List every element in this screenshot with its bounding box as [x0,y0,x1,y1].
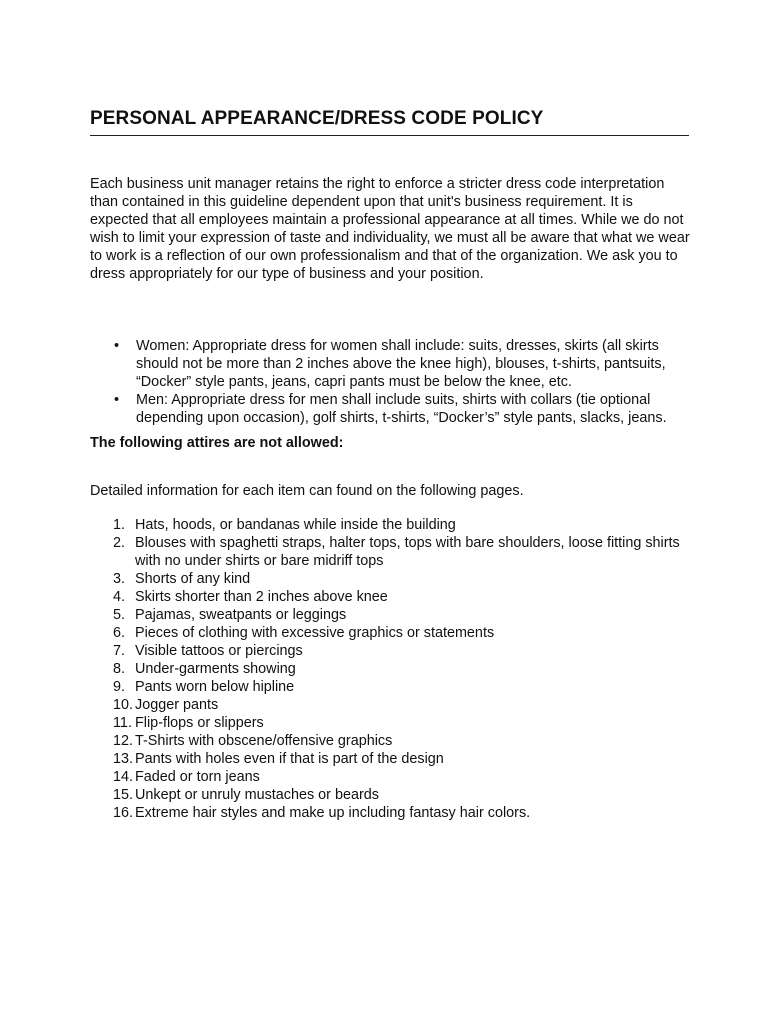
item-number: 8. [113,661,126,677]
item-text: Hats, hoods, or bandanas while inside the building [135,517,456,533]
item-text: Unkept or unruly mustaches or beards [135,787,379,803]
bullet-marker: • [114,392,120,408]
item-text: Blouses with spaghetti straps, halter tops, tops with bare shoulders, loose fitting shirts with no under shirts or bare midriff tops [135,535,680,569]
item-text: Shorts of any kind [135,571,251,587]
item-text: Under-garments showing [135,661,296,677]
section-subtitle: Detailed information for each item can found on the following pages. [90,483,524,499]
item-number: 7. [113,643,126,659]
item-number: 3. [113,571,126,587]
bullet-marker: • [114,338,120,354]
list-item [90,588,690,606]
not-allowed-list [90,516,690,822]
section-heading-not-allowed: The following attires are not allowed: [90,435,344,451]
item-text: Visible tattoos or piercings [135,643,303,659]
list-item [90,534,690,570]
item-text: Pants worn below hipline [135,679,295,695]
item-number: 16. [113,805,134,821]
item-number: 11. [113,715,132,731]
item-number: 10. [113,697,134,713]
list-item [90,786,690,804]
bullet-text-men: Men: Appropriate dress for men shall include suits, shirts with collars (tie optional depending upon occasion), golf shirts, t-shirts, “Docker’s” style pants, slacks, jeans. [136,392,667,426]
item-number: 4. [113,589,126,605]
list-item [90,804,690,822]
intro-paragraph: Each business unit manager retains the right to enforce a stricter dress code interpretation than contained in this guideline dependent upon that unit's business requirement. It is expected that all employees maintain a professional appearance at all times. While we do not wish to limit your expression of taste and individuality, we must all be aware that what we wear to work is a reflection of our own professionalism and that of the organization. We ask you to dress appropriately for our type of business and your position. [90,176,690,282]
list-item [90,660,690,678]
item-text: Skirts shorter than 2 inches above knee [135,589,388,605]
list-item [90,570,690,588]
list-item [90,606,690,624]
list-item [90,642,690,660]
list-item [90,337,690,391]
item-number: 6. [113,625,126,641]
dress-guidelines-list [90,337,690,427]
item-text: T-Shirts with obscene/offensive graphics [135,733,393,749]
item-number: 1. [113,517,126,533]
item-number: 12. [113,733,134,749]
list-item [90,732,690,750]
list-item [90,714,690,732]
item-text: Jogger pants [135,697,219,713]
item-number: 14. [113,769,134,785]
item-text: Faded or torn jeans [135,769,260,785]
item-text: Pajamas, sweatpants or leggings [135,607,347,623]
item-text: Flip-flops or slippers [135,715,264,731]
item-number: 5. [113,607,126,623]
item-text: Pants with holes even if that is part of the design [135,751,444,767]
list-item [90,696,690,714]
list-item [90,516,690,534]
item-text: Extreme hair styles and make up including fantasy hair colors. [135,805,531,821]
item-number: 2. [113,535,126,551]
page-title: PERSONAL APPEARANCE/DRESS CODE POLICY [90,108,689,136]
item-number: 9. [113,679,126,695]
list-item [90,391,690,427]
list-item [90,624,690,642]
item-number: 15. [113,787,134,803]
list-item [90,678,690,696]
list-item [90,750,690,768]
item-text: Pieces of clothing with excessive graphics or statements [135,625,495,641]
bullet-text-women: Women: Appropriate dress for women shall include: suits, dresses, skirts (all skirts should not be more than 2 inches above the knee high), blouses, t-shirts, pantsuits, “Docker” style pants, jeans, capri pants must be below the knee, etc. [136,338,666,390]
item-number: 13. [113,751,134,767]
list-item [90,768,690,786]
